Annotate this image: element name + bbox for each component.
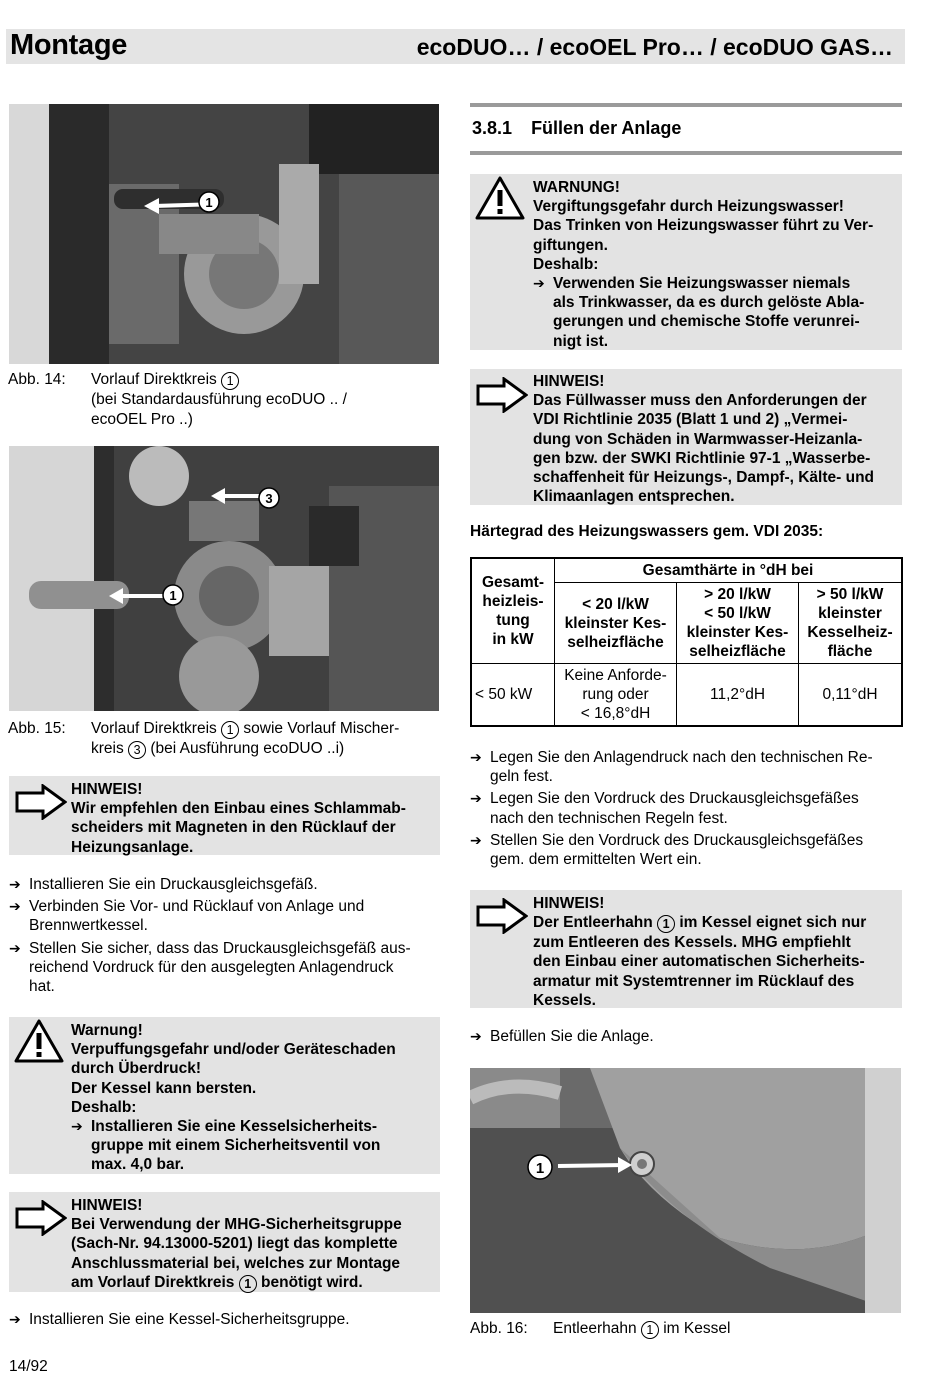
list-item-text: reichend Vordruck für den ausgelegten Anlagendruck — [29, 958, 394, 976]
hinweis3-line: Anschlussmaterial bei, welches zur Montage — [71, 1254, 401, 1272]
list-item-text: ➔ Stellen Sie den Vordruck des Druckausgleichsgefäßes — [490, 831, 864, 849]
table-header-line: kleinster Kes- — [564, 614, 667, 632]
section-rule-top — [470, 103, 902, 107]
fig14-line1: Vorlauf Direktkreis — [91, 371, 217, 388]
hardness-table — [470, 557, 903, 727]
list-item-text: ➔ Stellen Sie sicher, dass das Druckausgleichsgefäß aus- — [29, 939, 411, 957]
hinweis2-line: schaffenheit für Heizungs-, Dampf-, Kälte- und — [533, 469, 875, 487]
table-subheader — [555, 583, 677, 664]
table-cell: 11,2°dH — [677, 664, 799, 727]
warning-triangle-icon — [14, 1019, 64, 1063]
fig14-callout-1: 1 — [205, 195, 213, 210]
table-cell: 0,11°dH — [799, 664, 903, 727]
hinweis1-line-1: Wir empfehlen den Einbau eines Schlammab- — [71, 800, 406, 818]
warnung1-line: Vergiftungsgefahr durch Heizungswasser! — [533, 198, 844, 216]
fig15-num1: 1 — [221, 721, 239, 739]
hinweis2-line: Klimaanlagen entsprechen. — [533, 488, 735, 506]
hinweis4-line: zum Entleeren des Kessels. MHG empfiehlt — [533, 934, 851, 952]
list-item — [470, 831, 902, 869]
warning-box-overpressure — [9, 1017, 440, 1174]
table-group-header: Gesamthärte in °dH bei — [555, 558, 903, 583]
hint-arrow-icon — [476, 898, 528, 934]
table-header-line: selheizfläche — [567, 633, 664, 651]
warnung2-bullet — [71, 1117, 436, 1175]
list-item-text: ➔ Installieren Sie ein Druckausgleichsgefäß. — [29, 876, 318, 893]
list-item-text: gem. dem ermittelten Wert ein. — [490, 851, 702, 869]
section-heading — [472, 118, 681, 139]
hinweis3-num: 1 — [239, 1275, 257, 1293]
left-instruction-list — [9, 875, 440, 996]
fig14-line3: ecoOEL Pro ..) — [91, 410, 193, 428]
fig15-line2-pre: kreis — [91, 740, 124, 757]
fig15-line1-post: sowie Vorlauf Mischer- — [243, 720, 400, 737]
hinweis3-line: benötigt wird. — [261, 1273, 363, 1291]
header-left-title: Montage — [10, 29, 128, 61]
list-item-text: ➔ Legen Sie den Anlagendruck nach den technischen Re- — [490, 749, 873, 766]
warnung2-line: durch Überdruck! — [71, 1060, 202, 1078]
warnung2-line: Verpuffungsgefahr und/oder Geräteschaden — [71, 1041, 396, 1059]
hinweis2-line: dung von Schäden in Warmwasser-Heizanla- — [533, 430, 863, 448]
figure-15-caption — [8, 719, 443, 761]
warnung2-bullet-line: gruppe mit einem Sicherheitsventil von — [91, 1137, 381, 1155]
list-item-text: hat. — [29, 978, 55, 996]
fig16-callout-1: 1 — [535, 1160, 545, 1177]
list-item — [470, 748, 902, 786]
hinweis2-line: Das Füllwasser muss den Anforderungen der — [533, 392, 867, 410]
table-header-line: Gesamt- — [481, 574, 545, 591]
figure-14-caption — [8, 370, 438, 430]
figure-15-photo — [9, 446, 439, 711]
list-item-text: ➔ Befüllen Sie die Anlage. — [490, 1028, 654, 1045]
table-header-line: Kesselheiz- — [807, 624, 893, 641]
warning-box-poisoning — [470, 174, 902, 350]
hinweis4-line: den Einbau einer automatischen Sicherheits- — [533, 953, 865, 971]
section-title: Füllen der Anlage — [531, 118, 682, 138]
warnung2-bullet-line: max. 4,0 bar. — [91, 1156, 185, 1174]
list-item-text: ➔ Installieren Sie eine Kessel-Sicherheitsgruppe. — [29, 1311, 350, 1328]
table-header-line: > 50 l/kW — [816, 586, 884, 603]
hinweis4-title: HINWEIS! — [533, 895, 605, 912]
section-rule-bottom — [470, 151, 902, 155]
list-item — [9, 875, 440, 894]
figure-16-photo — [470, 1068, 901, 1313]
header-right-title: ecoDUO… / ecoOEL Pro… / ecoDUO GAS… — [416, 34, 893, 60]
table-heading: Härtegrad des Heizungswassers gem. VDI 2035: — [470, 523, 824, 540]
warnung1-bullet-line: gerungen und chemische Stoffe verunrei- — [553, 313, 860, 331]
hinweis-box-drain-cock — [470, 890, 902, 1008]
figure-16-caption — [470, 1319, 901, 1341]
hinweis4-line: Kessels. — [533, 991, 596, 1009]
fig15-line1-pre: Vorlauf Direktkreis — [91, 720, 217, 737]
table-header-line: < 50 l/kW — [704, 605, 771, 622]
table-row-label: < 50 kW — [471, 664, 555, 727]
list-item-text: ➔ Legen Sie den Vordruck des Druckausgleichsgefäßes — [490, 790, 859, 808]
table-header-line: < 20 l/kW — [582, 595, 649, 613]
list-item-text: nach den technischen Regeln fest. — [490, 809, 728, 827]
right-final-instruction — [470, 1027, 902, 1046]
table-header-line: in kW — [492, 631, 534, 648]
fig15-callout-3: 3 — [265, 491, 273, 506]
fig15-callout-1: 1 — [169, 588, 177, 603]
table-subheader — [677, 583, 799, 664]
page-number: 14/92 — [9, 1358, 48, 1375]
hinweis4-line: im Kessel eignet sich nur — [679, 914, 867, 932]
list-item — [9, 1310, 440, 1329]
table-cell — [555, 664, 677, 727]
hinweis4-line: Der Entleerhahn — [533, 914, 653, 932]
list-item — [9, 897, 440, 935]
list-item-text: ➔ Verbinden Sie Vor- und Rücklauf von Anlage und — [29, 898, 365, 916]
table-cell-line: rung oder — [582, 686, 649, 703]
table-header-line: > 20 l/kW — [704, 586, 771, 603]
hinweis3-line: Bei Verwendung der MHG-Sicherheitsgruppe — [71, 1216, 402, 1234]
warnung2-bullet-line: ➔ Installieren Sie eine Kesselsicherheits- — [91, 1118, 378, 1136]
warnung2-title: Warnung! — [71, 1022, 143, 1039]
list-item-text: Brennwertkessel. — [29, 917, 148, 935]
page-header — [6, 29, 905, 64]
figure-14-photo — [9, 104, 439, 364]
list-item — [9, 939, 440, 997]
warnung1-line: Das Trinken von Heizungswasser führt zu Ver- — [533, 217, 874, 235]
warning-triangle-icon — [475, 176, 525, 220]
hinweis1-line-3: Heizungsanlage. — [71, 838, 194, 856]
fig15-label: Abb. 15: — [8, 720, 66, 737]
warnung1-bullet — [533, 274, 899, 351]
hinweis3-line: (Sach-Nr. 94.13000-5201) liegt das komplette — [71, 1235, 398, 1253]
fig14-line2: (bei Standardausführung ecoDUO .. / — [91, 391, 347, 408]
table-header-line: tung — [496, 612, 530, 629]
hinweis4-line: armatur mit Systemtrenner im Rücklauf des — [533, 972, 855, 990]
hinweis3-title: HINWEIS! — [71, 1197, 143, 1214]
warnung1-line: giftungen. — [533, 236, 608, 254]
fig14-label: Abb. 14: — [8, 371, 66, 388]
hint-arrow-icon — [15, 1200, 67, 1236]
right-instruction-list — [470, 748, 902, 869]
table-header-line: kleinster — [818, 605, 882, 622]
table-header-line: fläche — [827, 643, 873, 660]
list-item — [470, 789, 902, 827]
section-number: 3.8.1 — [472, 118, 513, 138]
table-subheader — [799, 583, 903, 664]
list-item-text: geln fest. — [490, 768, 553, 786]
hinweis3-line: am Vorlauf Direktkreis — [71, 1273, 235, 1291]
hinweis-box-fill-water — [470, 369, 902, 505]
list-item — [470, 1027, 902, 1046]
warnung1-bullet-line: nigt ist. — [553, 332, 609, 350]
table-header-line: heizleis- — [482, 593, 544, 610]
hinweis2-line: VDI Richtlinie 2035 (Blatt 1 und 2) „Vermei- — [533, 411, 848, 429]
warnung1-line: Deshalb: — [533, 255, 599, 273]
hint-arrow-icon — [476, 377, 528, 413]
fig16-label: Abb. 16: — [470, 1320, 528, 1337]
left-final-instruction — [9, 1310, 440, 1329]
fig16-text-pre: Entleerhahn — [553, 1320, 637, 1337]
warnung2-line: Der Kessel kann bersten. — [71, 1079, 257, 1097]
fig15-num3: 3 — [128, 741, 146, 759]
fig16-text-post: im Kessel — [663, 1320, 731, 1337]
hinweis-box-sludge — [9, 776, 440, 855]
hint-arrow-icon — [15, 784, 67, 820]
hinweis1-title: HINWEIS! — [71, 781, 143, 798]
hinweis2-line: gen bzw. der SWKI Richtlinie 97-1 „Wasserbe- — [533, 449, 871, 467]
hinweis4-num: 1 — [657, 915, 675, 933]
hinweis2-title: HINWEIS! — [533, 373, 605, 390]
warnung2-line: Deshalb: — [71, 1098, 137, 1116]
hinweis-box-safety-group — [9, 1192, 440, 1292]
warnung1-title: WARNUNG! — [533, 179, 620, 196]
fig16-num: 1 — [641, 1321, 659, 1339]
table-cell-line: < 16,8°dH — [580, 705, 651, 722]
table-header-line: kleinster Kes- — [686, 624, 789, 641]
table-header-line: selheizfläche — [689, 643, 786, 660]
warnung1-bullet-line: als Trinkwasser, da es durch gelöste Abla- — [553, 294, 865, 312]
fig14-num: 1 — [221, 372, 239, 390]
hinweis1-line-2: scheiders mit Magneten in den Rücklauf der — [71, 819, 396, 837]
warnung1-bullet-line: ➔ Verwenden Sie Heizungswasser niemals — [553, 275, 851, 293]
table-cell-line: Keine Anforde- — [564, 667, 667, 684]
fig15-line2-post: (bei Ausführung ecoDUO ..i) — [150, 740, 345, 757]
table-col1-header — [471, 558, 555, 664]
